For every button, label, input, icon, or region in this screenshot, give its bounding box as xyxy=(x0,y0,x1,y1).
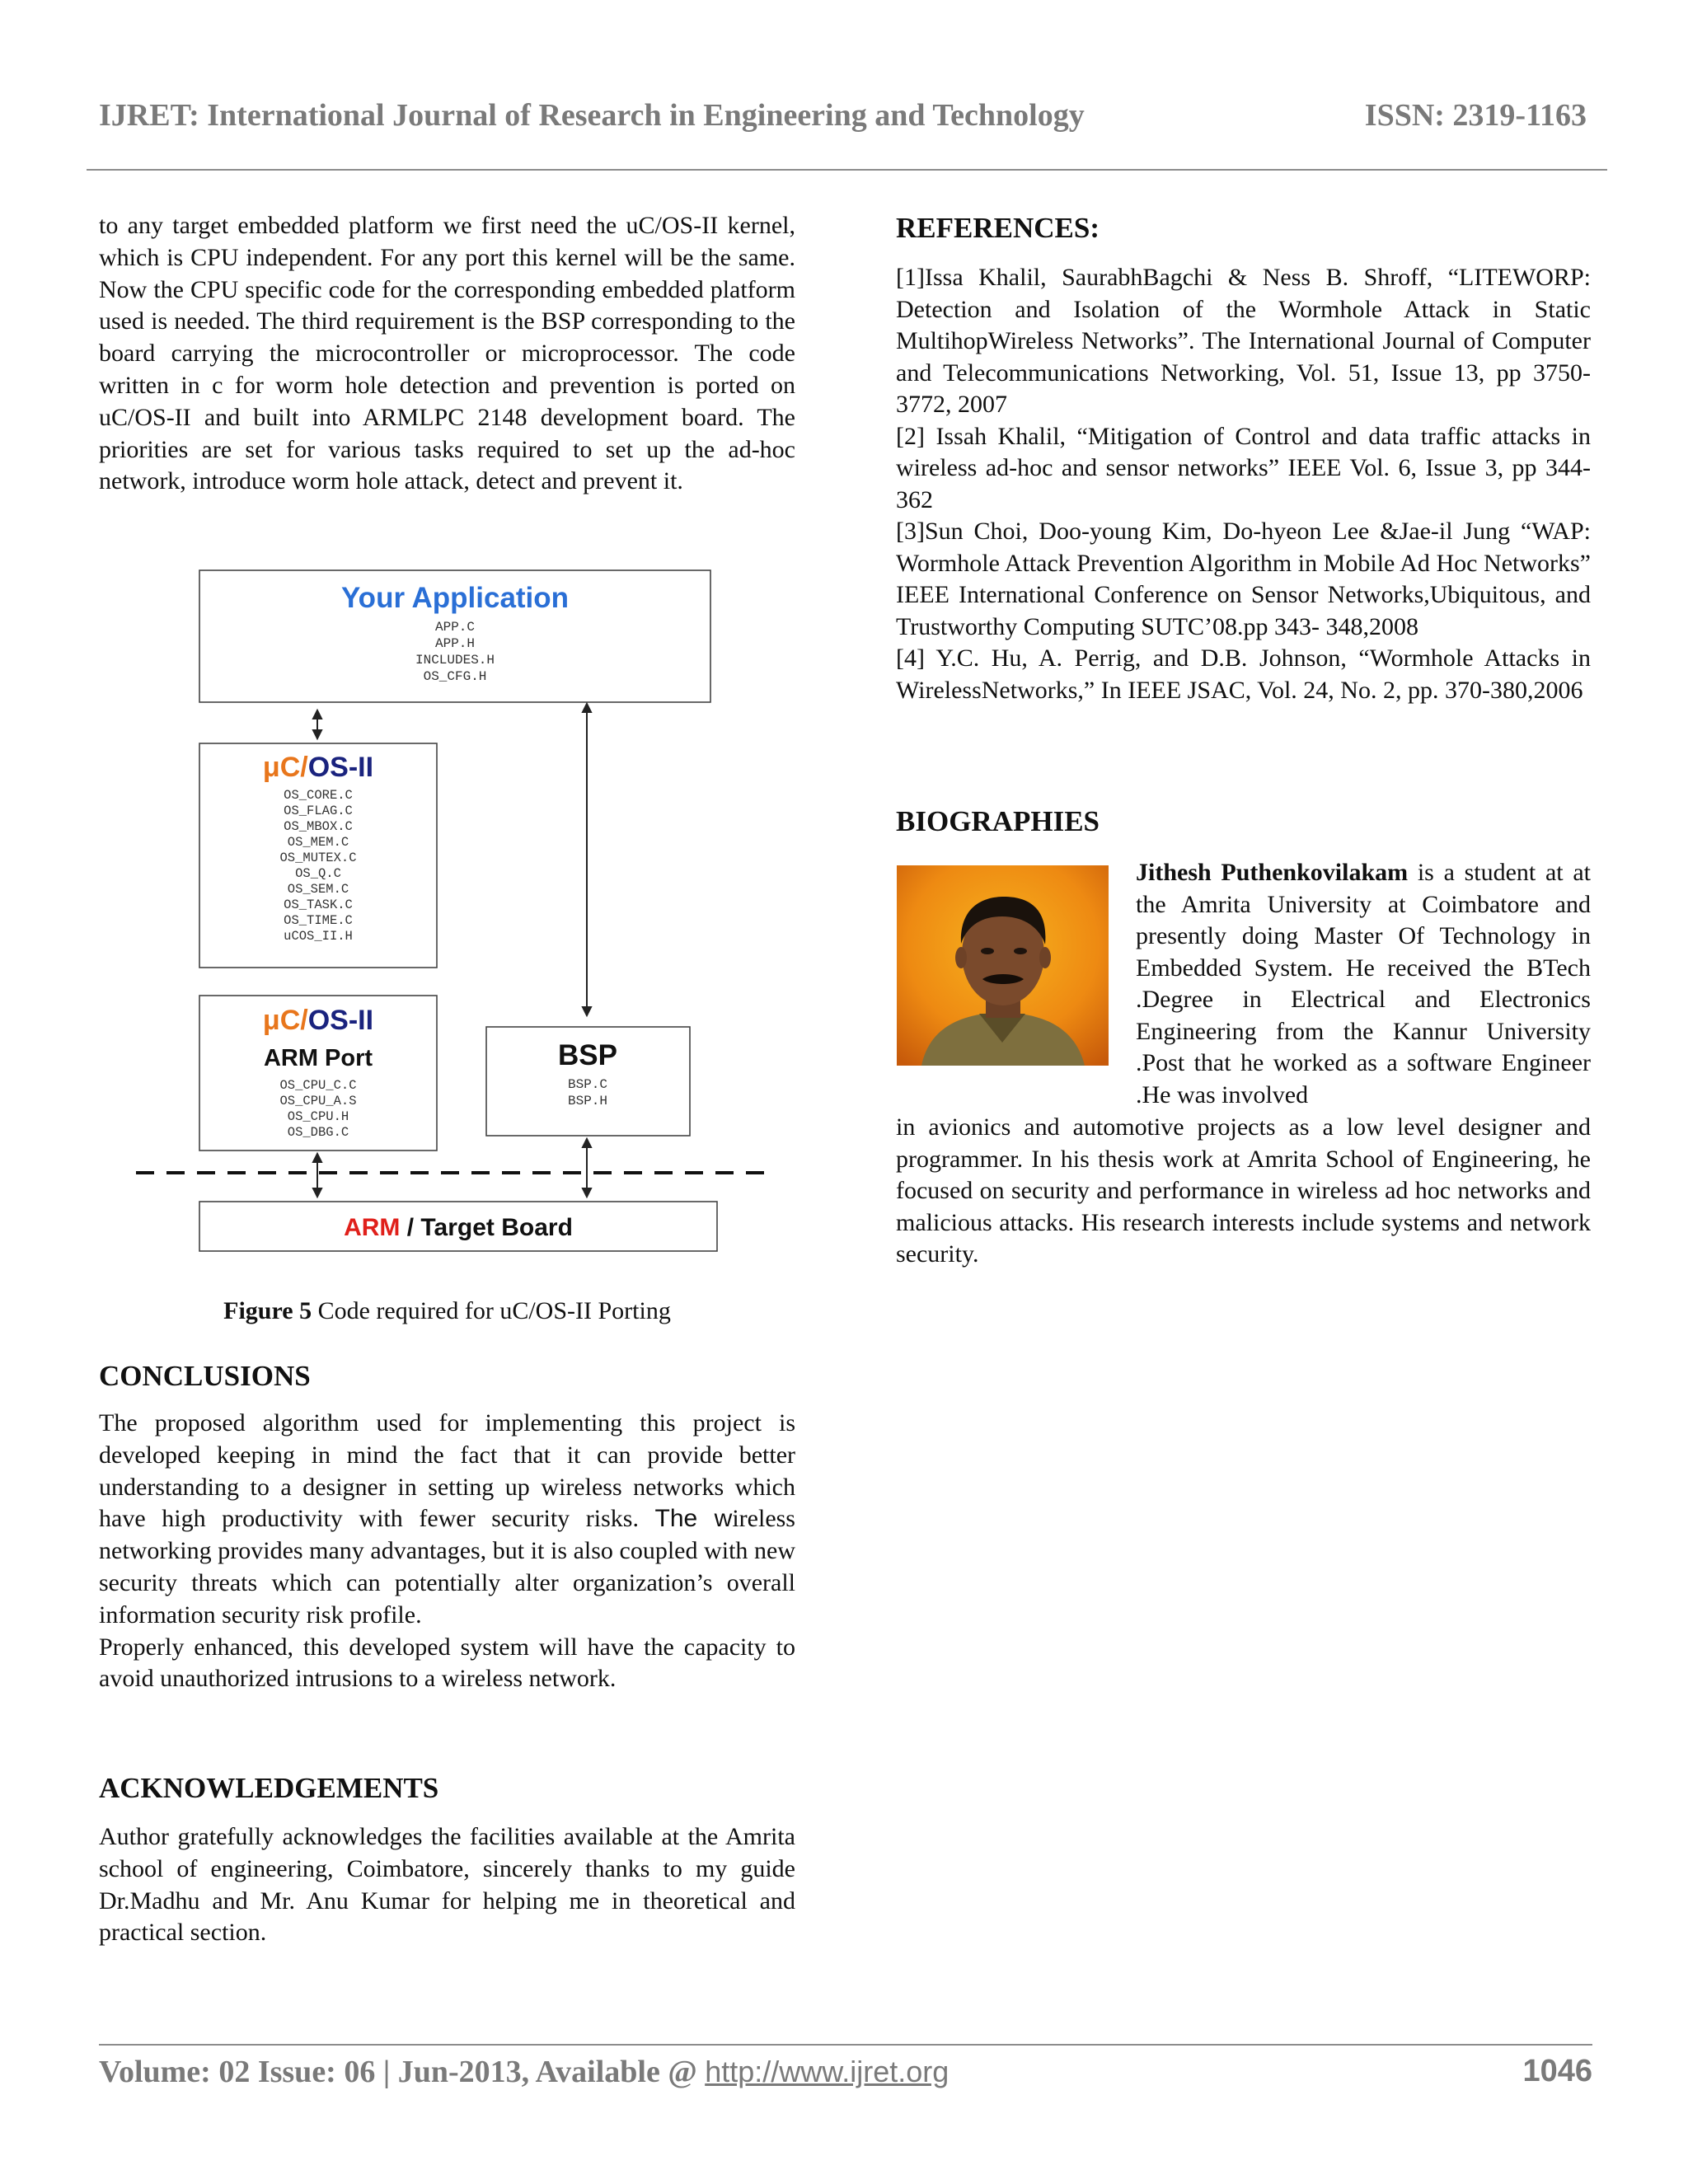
ucos-file: OS_CORE.C xyxy=(284,788,353,803)
figure-caption-text: Code required for uC/OS-II Porting xyxy=(312,1297,671,1324)
app-file: INCLUDES.H xyxy=(415,653,495,668)
app-file: OS_CFG.H xyxy=(423,669,487,684)
port-file: OS_CPU_A.S xyxy=(279,1094,357,1108)
conclusions-paragraph-2: Properly enhanced, this developed system will have the capacity to avoid unauthorized intrusions to a wireless network. xyxy=(99,1633,795,1693)
app-file: APP.C xyxy=(434,620,476,635)
footer-volume xyxy=(99,2054,949,2090)
ucos-title: μC/OS-II xyxy=(262,752,374,783)
conclusions-text-a: The proposed algorithm used for implementing this project is developed keeping in mind the fact that it can provide better understanding to a designer in setting up wireless networks which have high productivity with fewer security risks. xyxy=(99,1409,795,1533)
conclusions-text-c: ireless networking provides many advantages, but it is also coupled with new security threats which can potentially alter organization’s overall information security risk profile. xyxy=(99,1505,795,1629)
biography-text-2: in avionics and automotive projects as a low level designer and programmer. In his thesis work at Amrita School of Engineering, he focused on security and performance in wireless ad hoc networks and malicious attacks. His research interests include systems and network security. xyxy=(896,1113,1591,1268)
figure-label: Figure 5 xyxy=(223,1297,312,1324)
author-name: Jithesh Puthenkovilakam xyxy=(1136,859,1409,886)
intro-text: to any target embedded platform we first need the uC/OS-II kernel, which is CPU independent. For any port this kernel will be the same. Now the CPU specific code for the corresponding embedded platform used is needed. The third requirement is the BSP corresponding to the board carrying the microcontroller or microprocessor. The code written in c for worm hole detection and prevention is ported on uC/OS-II and built into ARMLPC 2148 development board. The priorities are set for various tasks required to set up the ad-hoc network, introduce worm hole attack, detect and prevent it. xyxy=(99,212,795,495)
arm-port-title: ARM Port xyxy=(263,1045,373,1071)
bsp-title: BSP xyxy=(558,1039,617,1071)
reference-item: [2] Issah Khalil, “Mitigation of Control and data traffic attacks in wireless ad-hoc and sensor networks” IEEE Vol. 6, Issue 3, pp 344-362 xyxy=(896,422,1591,513)
port-os-title: μC/OS-II xyxy=(262,1005,374,1036)
ucos-file: OS_MUTEX.C xyxy=(279,851,357,865)
issn: ISSN: 2319-1163 xyxy=(1364,98,1587,133)
app-file: APP.H xyxy=(434,636,476,651)
author-portrait-illustration xyxy=(897,865,1109,1066)
journal-link[interactable]: http://www.ijret.org xyxy=(705,2055,950,2088)
target-board-label: ARM / Target Board xyxy=(344,1214,573,1241)
references-list xyxy=(896,262,1591,706)
arrow-app-ucos xyxy=(313,710,321,738)
biography-text-top xyxy=(1136,857,1591,1111)
biography-text-1: is a student at at the Amrita University at Coimbatore and presently doing Master Of Technology in Embedded System. He received the BTech .Degree in Electrical and Electronics Engineering from the Kannur University .Post that he worked as a software Engineer .He was involved xyxy=(1136,859,1591,1108)
running-footer xyxy=(99,2054,1592,2095)
page-number: 1046 xyxy=(1522,2054,1592,2088)
ucos-file: OS_Q.C xyxy=(295,866,341,881)
ucos-file: OS_TASK.C xyxy=(284,898,353,912)
conclusions-text-b: The w xyxy=(654,1505,733,1533)
conclusions-heading: CONCLUSIONS xyxy=(99,1360,311,1392)
references-heading: REFERENCES: xyxy=(896,212,1100,244)
footer-rule xyxy=(99,2044,1592,2046)
port-file: OS_DBG.C xyxy=(287,1125,349,1140)
acknowledgements-text: Author gratefully acknowledges the facilities available at the Amrita school of engineering, Coimbatore, sincerely thanks to my guide Dr.Madhu and Mr. Anu Kumar for helping me in theoretical and practical section. xyxy=(99,1823,795,1947)
port-file: OS_CPU.H xyxy=(287,1109,349,1124)
ucos-file: OS_MEM.C xyxy=(287,835,349,850)
arrow-app-bsp xyxy=(583,704,591,1015)
port-files xyxy=(279,1078,356,1140)
ucos-file: OS_FLAG.C xyxy=(284,804,353,818)
reference-item: [1]Issa Khalil, SaurabhBagchi & Ness B. Shroff, “LITEWORP: Detection and Isolation of the Wormhole Attack in Static MultihopWireless Networks”. The International Journal of Computer and Telecommunications Networking, Vol. 51, Issue 13, pp 3750- 3772, 2007 xyxy=(896,264,1591,418)
header-rule xyxy=(87,169,1607,171)
conclusions-paragraph-1 xyxy=(99,1408,795,1632)
journal-name: IJRET: International Journal of Research in Engineering and Technology xyxy=(99,98,1085,133)
porting-diagram xyxy=(99,560,795,1261)
ucos-file: OS_TIME.C xyxy=(284,913,353,928)
port-file: OS_CPU_C.C xyxy=(279,1078,357,1093)
ucos-file: OS_MBOX.C xyxy=(284,819,353,834)
biography-text-bottom xyxy=(896,1112,1591,1271)
app-title: Your Application xyxy=(340,582,570,614)
conclusions-body xyxy=(99,1408,795,1695)
reference-item: [3]Sun Choi, Doo-young Kim, Do-hyeon Lee &Jae-il Jung “WAP: Wormhole Attack Prevention Algorithm in Mobile Ad Hoc Networks” IEEE International Conference on Sensor Networks,Ubiquitous, and Trustworthy Computing SUTC’08.pp 343- 348,2008 xyxy=(896,518,1591,640)
acknowledgements-body xyxy=(99,1821,795,1949)
footer-volume-text: Volume: 02 Issue: 06 | Jun-2013, Available @ xyxy=(99,2055,706,2089)
intro-paragraph xyxy=(99,210,795,498)
arrow-port-board xyxy=(313,1154,321,1197)
acknowledgements-heading: ACKNOWLEDGEMENTS xyxy=(99,1772,439,1804)
arrow-bsp-board xyxy=(583,1139,591,1197)
author-photo xyxy=(897,865,1109,1066)
figure-5 xyxy=(99,560,795,1261)
bsp-file: BSP.C xyxy=(567,1077,608,1092)
ucos-file: OS_SEM.C xyxy=(287,882,349,897)
biographies-heading: BIOGRAPHIES xyxy=(896,805,1100,837)
running-header xyxy=(99,97,1587,147)
reference-item: [4] Y.C. Hu, A. Perrig, and D.B. Johnson, “Wormhole Attacks in WirelessNetworks,” In IEEE JSAC, Vol. 24, No. 2, pp. 370-380,2006 xyxy=(896,644,1591,704)
figure-caption xyxy=(99,1296,795,1327)
ucos-file: uCOS_II.H xyxy=(284,929,353,944)
bsp-file: BSP.H xyxy=(567,1094,608,1108)
